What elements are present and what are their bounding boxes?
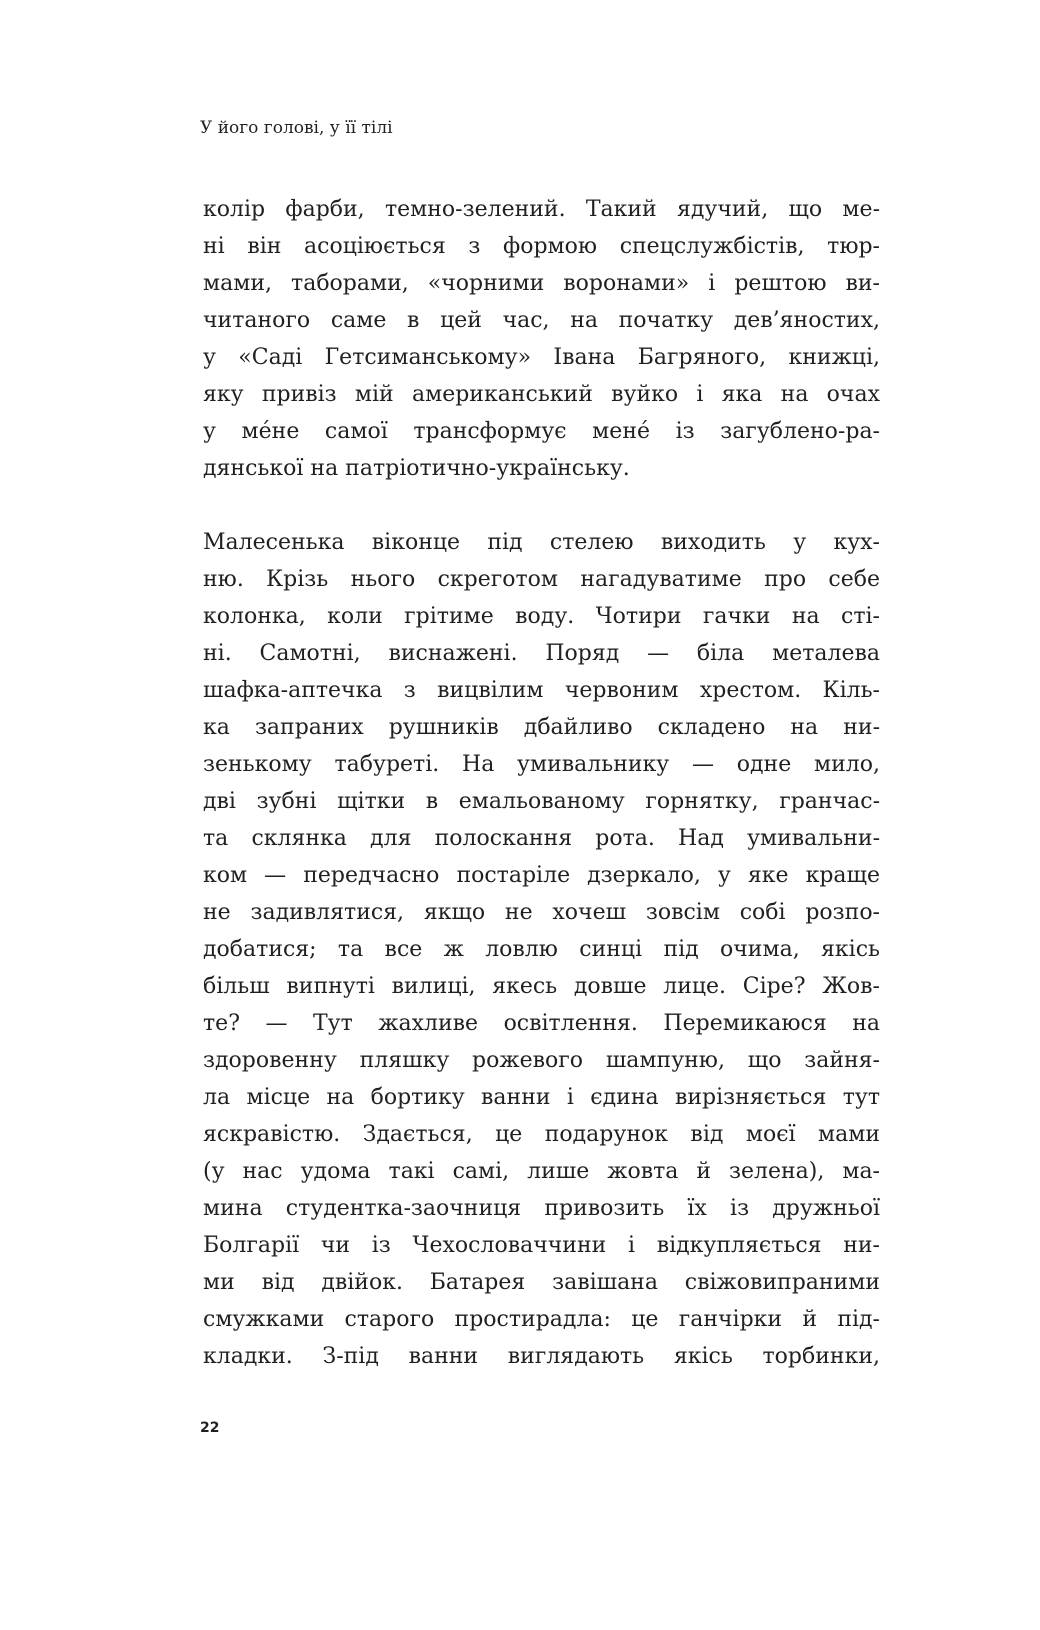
text-line: ком — передчасно постаріле дзеркало, у яке краще: [203, 863, 880, 888]
page-number: 22: [200, 1420, 220, 1436]
text-line: більш випнуті вилиці, якесь довше лице. Сіре? Жов-: [203, 974, 880, 999]
text-line: ла місце на бортику ванни і єдина вирізняється тут: [203, 1085, 880, 1110]
text-line: ні він асоціюється з формою спецслужбістів, тюр-: [203, 234, 880, 259]
text-line: у мéне самої трансформує менé із загублено-ра-: [203, 419, 880, 444]
paragraph-2: [203, 524, 880, 1375]
text-line: у «Саді Гетсиманському» Івана Багряного, книжці,: [203, 345, 880, 370]
text-line: смужками старого простирадла: це ганчірки й під-: [203, 1307, 880, 1332]
text-line: те? — Тут жахливе освітлення. Перемикаюся на: [203, 1011, 880, 1036]
text-line: зенькому табуреті. На умивальнику — одне мило,: [203, 752, 880, 777]
text-line: ми від двійок. Батарея завішана свіжовипраними: [203, 1270, 880, 1295]
text-line: ка запраних рушників дбайливо складено на ни-: [203, 715, 880, 740]
text-line: не задивлятися, якщо не хочеш зовсім собі розпо-: [203, 900, 880, 925]
text-line: здоровенну пляшку рожевого шампуню, що зайня-: [203, 1048, 880, 1073]
text-line: Болгарії чи із Чехословаччини і відкупляється ни-: [203, 1233, 880, 1258]
text-line: мами, таборами, «чорними воронами» і рештою ви-: [203, 271, 880, 296]
paragraph-1: [203, 191, 880, 487]
text-line: читаного саме в цей час, на початку дев’яностих,: [203, 308, 880, 333]
text-line: (у нас удома такі самі, лише жовта й зелена), ма-: [203, 1159, 880, 1184]
text-line: та склянка для полоскання рота. Над умивальни-: [203, 826, 880, 851]
text-line: дві зубні щітки в емальованому горнятку, гранчас-: [203, 789, 880, 814]
text-line: добатися; та все ж ловлю синці під очима, якісь: [203, 937, 880, 962]
text-line: ню. Крізь нього скреготом нагадуватиме про себе: [203, 567, 880, 592]
text-line: яку привіз мій американський вуйко і яка на очах: [203, 382, 880, 407]
text-line: дянської на патріотично-українську.: [203, 456, 630, 481]
text-line: колонка, коли грітиме воду. Чотири гачки на сті-: [203, 604, 880, 629]
text-line: яскравістю. Здається, це подарунок від моєї мами: [203, 1122, 880, 1147]
running-head: У його голові, у її тілі: [200, 118, 393, 138]
text-line: шафка-аптечка з вицвілим червоним хрестом. Кіль-: [203, 678, 880, 703]
text-line: мина студентка-заочниця привозить їх із дружньої: [203, 1196, 880, 1221]
text-line: ні. Самотні, виснажені. Поряд — біла металева: [203, 641, 880, 666]
text-line: Малесенька віконце під стелею виходить у кух-: [203, 530, 880, 555]
body-text: [203, 191, 880, 1375]
text-line: кладки. З-під ванни виглядають якісь торбинки,: [203, 1344, 880, 1369]
text-line: колір фарби, темно-зелений. Такий ядучий, що ме-: [203, 197, 880, 222]
